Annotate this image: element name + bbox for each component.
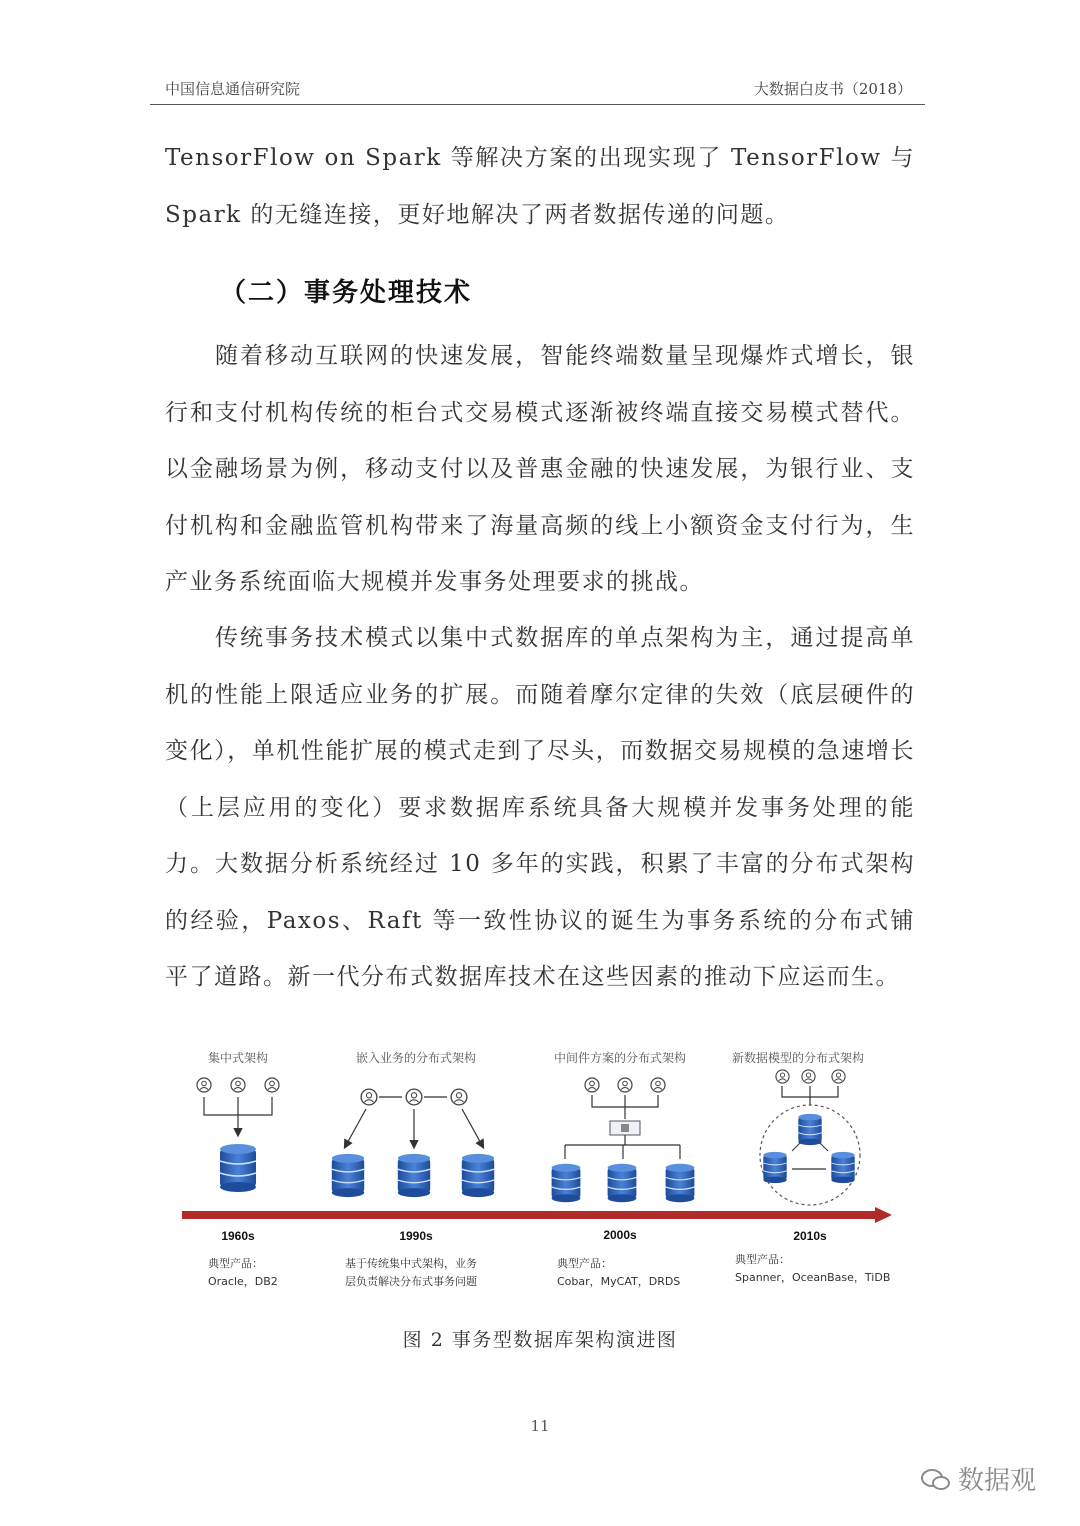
database-icon [398,1154,430,1197]
timeline-bar [182,1211,877,1219]
stage-1-note-line2: Oracle，DB2 [208,1275,278,1288]
section-heading: （二）事务处理技术 [220,278,473,308]
user-icon [406,1089,422,1105]
stage-3-year: 2000s [603,1228,637,1242]
user-icon [776,1070,789,1083]
database-icon [462,1154,494,1197]
watermark [920,1460,1036,1497]
user-icon [197,1078,211,1092]
database-icon [608,1164,637,1202]
figure-svg [180,1035,900,1315]
user-icon [832,1070,845,1083]
database-icon [763,1152,786,1183]
user-icon [618,1078,632,1092]
timeline-arrowhead [875,1207,892,1223]
watermark-text: 数据观 [958,1466,1037,1496]
user-icon [451,1089,467,1105]
stage-4-year: 2010s [793,1229,827,1243]
stage-1-note-line1: 典型产品： [208,1257,263,1270]
stage-4-note-line2: Spanner，OceanBase，TiDB [735,1271,891,1284]
stage-4-title: 新数据模型的分布式架构 [731,1051,865,1065]
stage-embedded-distributed [332,1050,494,1288]
user-icon [361,1089,377,1105]
database-icon [552,1164,581,1202]
stage-1-year: 1960s [221,1229,255,1243]
header-right-title: 大数据白皮书（2018） [753,80,912,98]
database-icon [332,1154,364,1197]
database-icon [220,1144,256,1192]
stage-3-note-line1: 典型产品： [557,1257,612,1270]
stage-1-title: 集中式架构 [207,1051,269,1065]
paragraph-1: 随着移动互联网的快速发展，智能终端数量呈现爆炸式增长，银行和支付机构传统的柜台式交易模式逐渐被终端直接交易模式替代。以金融场景为例，移动支付以及普惠金融的快速发展，为银行业、支付机构和金融监管机构带来了海量高频的线上小额资金支付行为，生产业务系统面临大规模并发事务处理要求的挑战。 [165,343,915,595]
stage-3-title: 中间件方案的分布式架构 [553,1051,687,1065]
stage-2-year: 1990s [399,1229,433,1243]
stage-middleware-distributed [552,1050,695,1288]
stage-2-note-line1: 基于传统集中式架构，业务 [345,1257,477,1270]
stage-4-note-line1: 典型产品： [735,1253,790,1266]
database-icon [798,1114,821,1145]
database-icon [831,1152,854,1183]
figure-caption: 图 2 事务型数据库架构演进图 [402,1329,678,1351]
stage-centralized [197,1050,279,1288]
paragraph-intro: TensorFlow on Spark 等解决方案的出现实现了 TensorFlow 与 Spark 的无缝连接，更好地解决了两者数据传递的问题。 [165,145,915,228]
stage-2-note-line2: 层负责解决分布式事务问题 [345,1275,477,1288]
wechat-icon [920,1468,952,1492]
database-icon [666,1164,695,1202]
user-icon [585,1078,599,1092]
user-icon [265,1078,279,1092]
header-rule [150,104,925,105]
stage-new-data-model-distributed [732,1050,890,1284]
architecture-evolution-figure [180,1035,900,1315]
user-icon [231,1078,245,1092]
stage-2-title: 嵌入业务的分布式架构 [355,1051,477,1065]
user-icon [802,1070,815,1083]
header-left-org: 中国信息通信研究院 [165,80,301,98]
page-number: 11 [530,1417,550,1435]
stage-3-note-line2: Cobar，MyCAT，DRDS [557,1275,681,1288]
user-icon [651,1078,665,1092]
paragraph-2: 传统事务技术模式以集中式数据库的单点架构为主，通过提高单机的性能上限适应业务的扩展。而随着摩尔定律的失效（底层硬件的变化），单机性能扩展的模式走到了尽头，而数据交易规模的急速增长（上层应用的变化）要求数据库系统具备大规模并发事务处理的能力。大数据分析系统经过 10 多年的实践，积累了丰富的分布式架构的经验，Paxos、Raft 等一致性协议的诞生为事务系统的分布式铺平了道路。新一代分布式数据库技术在这些因素的推动下应运而生。 [165,625,915,990]
